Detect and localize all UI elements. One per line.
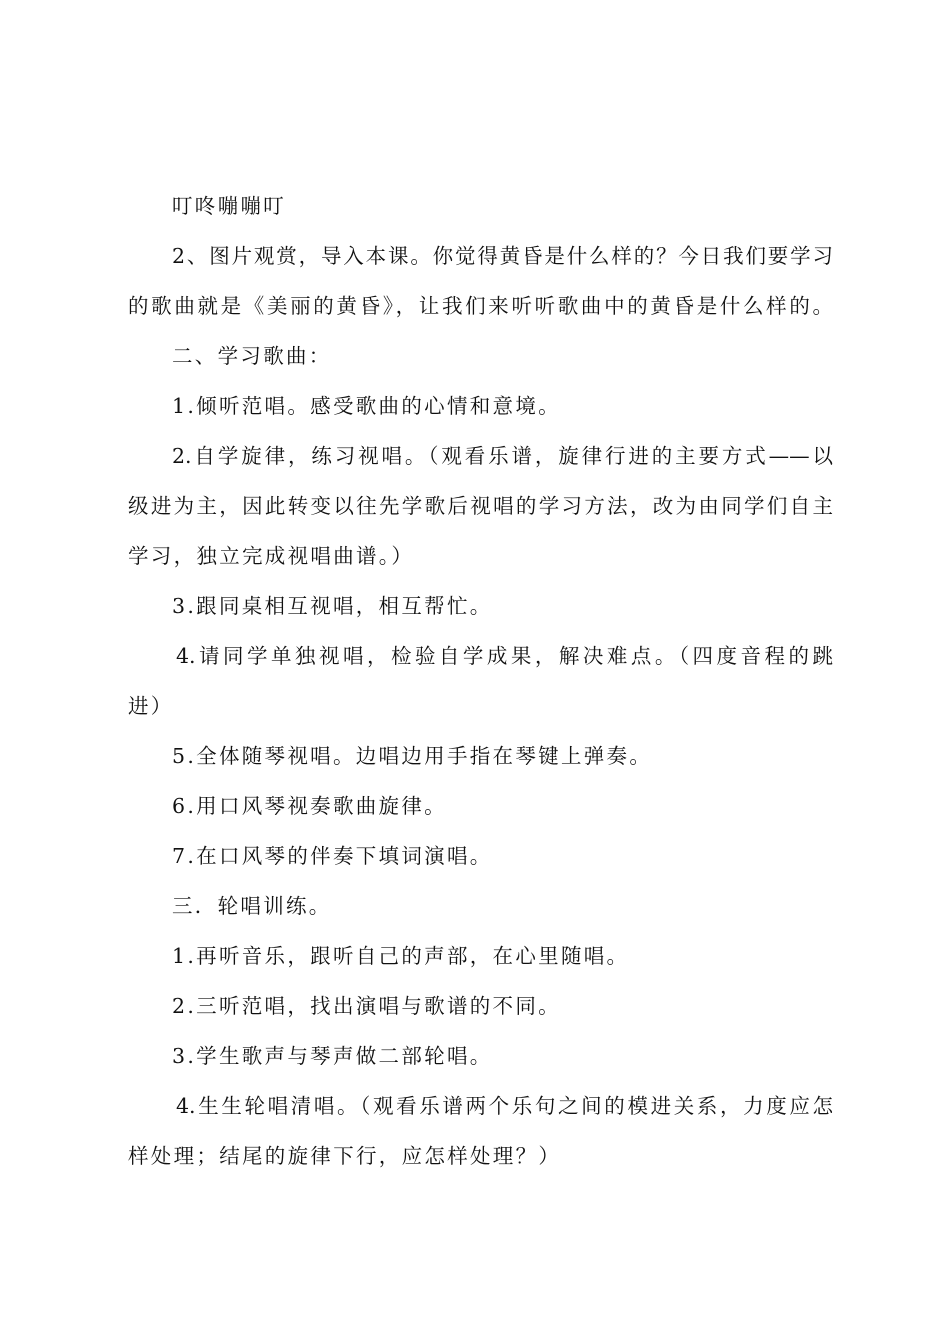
paragraph-line: 叮咚嘣嘣叮 xyxy=(172,194,286,218)
list-item: 1.倾听范唱。感受歌曲的心情和意境。 xyxy=(172,394,561,418)
list-item: 3.跟同桌相互视唱，相互帮忙。 xyxy=(172,594,493,618)
list-item: 4.请同学单独视唱，检验自学成果，解决难点。（四度音程的跳 xyxy=(176,644,833,668)
paragraph-line: 进） xyxy=(128,694,174,718)
list-item: 1.再听音乐，跟听自己的声部，在心里随唱。 xyxy=(172,944,630,968)
list-item: 6.用口风琴视奏歌曲旋律。 xyxy=(172,794,447,818)
paragraph-line: 学习，独立完成视唱曲谱。） xyxy=(128,544,415,568)
paragraph-line: 的歌曲就是《美丽的黄昏》，让我们来听听歌曲中的黄昏是什么样的。 xyxy=(128,294,833,318)
list-item: 2.三听范唱，找出演唱与歌谱的不同。 xyxy=(172,994,561,1018)
paragraph-line: 2、图片观赏，导入本课。你觉得黄昏是什么样的？今日我们要学习 xyxy=(172,244,833,268)
list-item: 4.生生轮唱清唱。（观看乐谱两个乐句之间的模进关系，力度应怎 xyxy=(176,1094,833,1118)
paragraph-line: 级进为主，因此转变以往先学歌后视唱的学习方法，改为由同学们自主 xyxy=(128,494,833,518)
section-heading: 三．轮唱训练。 xyxy=(172,894,332,918)
paragraph-line: 样处理；结尾的旋律下行，应怎样处理？） xyxy=(128,1144,562,1168)
section-heading: 二、学习歌曲： xyxy=(172,344,332,368)
list-item: 7.在口风琴的伴奏下填词演唱。 xyxy=(172,844,493,868)
list-item: 3.学生歌声与琴声做二部轮唱。 xyxy=(172,1044,493,1068)
list-item: 2.自学旋律，练习视唱。（观看乐谱，旋律行进的主要方式——以 xyxy=(172,444,833,468)
list-item: 5.全体随琴视唱。边唱边用手指在琴键上弹奏。 xyxy=(172,744,653,768)
